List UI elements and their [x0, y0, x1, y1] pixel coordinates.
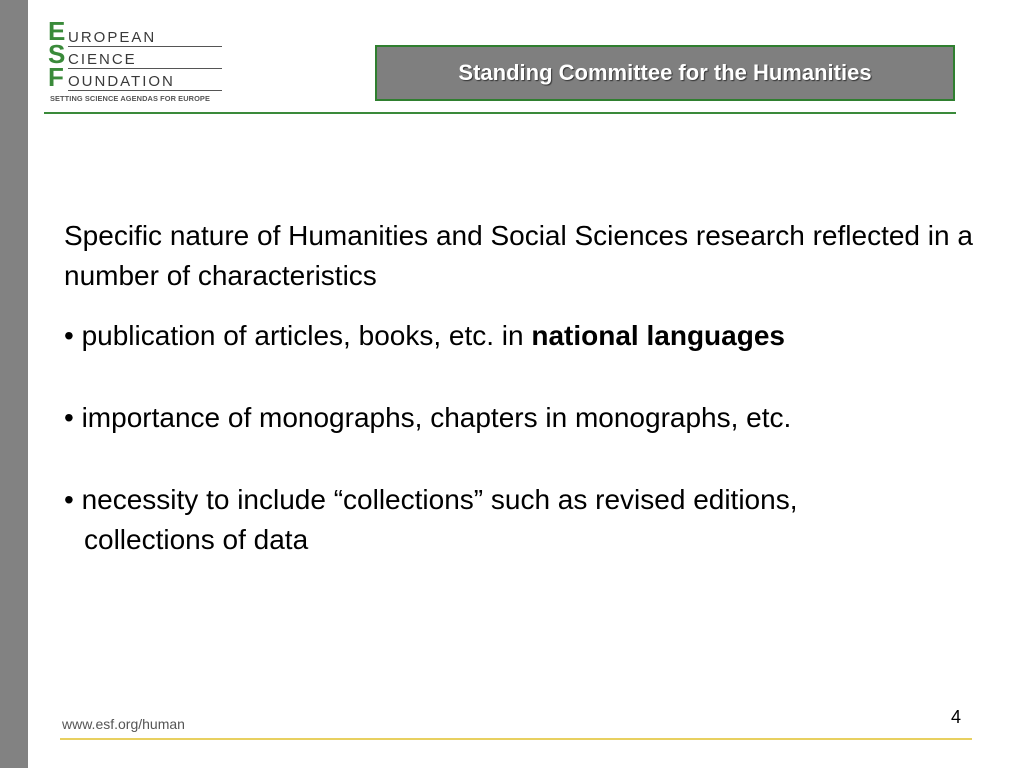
slide-content	[64, 216, 974, 602]
bullet-continuation: collections of data	[84, 524, 309, 555]
logo-initial-s: S	[48, 39, 66, 69]
bullet-text: • publication of articles, books, etc. in	[64, 320, 532, 351]
logo-rule-2	[68, 68, 222, 69]
page-title: Standing Committee for the Humanities	[458, 60, 872, 85]
logo-initial-e: E	[48, 16, 66, 46]
logo-initial-f: F	[48, 62, 64, 92]
esf-logo	[46, 16, 230, 106]
bullet-collections	[64, 480, 974, 560]
page-number: 4	[951, 707, 962, 727]
logo-tagline: SETTING SCIENCE AGENDAS FOR EUROPE	[50, 94, 210, 103]
footer-divider	[60, 738, 972, 740]
bullet-monographs	[64, 398, 974, 438]
logo-rule-3	[68, 90, 222, 91]
bullet-emphasis: national languages	[531, 320, 785, 351]
header-title-box	[375, 45, 955, 101]
header-divider	[44, 112, 956, 114]
logo-word-foundation: OUNDATION	[68, 73, 175, 90]
footer-url-link[interactable]: www.esf.org/human	[62, 716, 185, 732]
logo-word-science: CIENCE	[68, 51, 137, 68]
logo-word-european: UROPEAN	[68, 29, 157, 46]
bullet-text: • importance of monographs, chapters in monographs, etc.	[64, 402, 792, 433]
intro-text: Specific nature of Humanities and Social Sciences research reflected in a number of characteristics	[64, 220, 973, 291]
bullet-national-languages	[64, 316, 974, 356]
logo-rule-1	[68, 46, 222, 47]
left-side-bar	[0, 0, 28, 768]
bullet-text: • necessity to include “collections” such as revised editions,	[64, 484, 798, 515]
